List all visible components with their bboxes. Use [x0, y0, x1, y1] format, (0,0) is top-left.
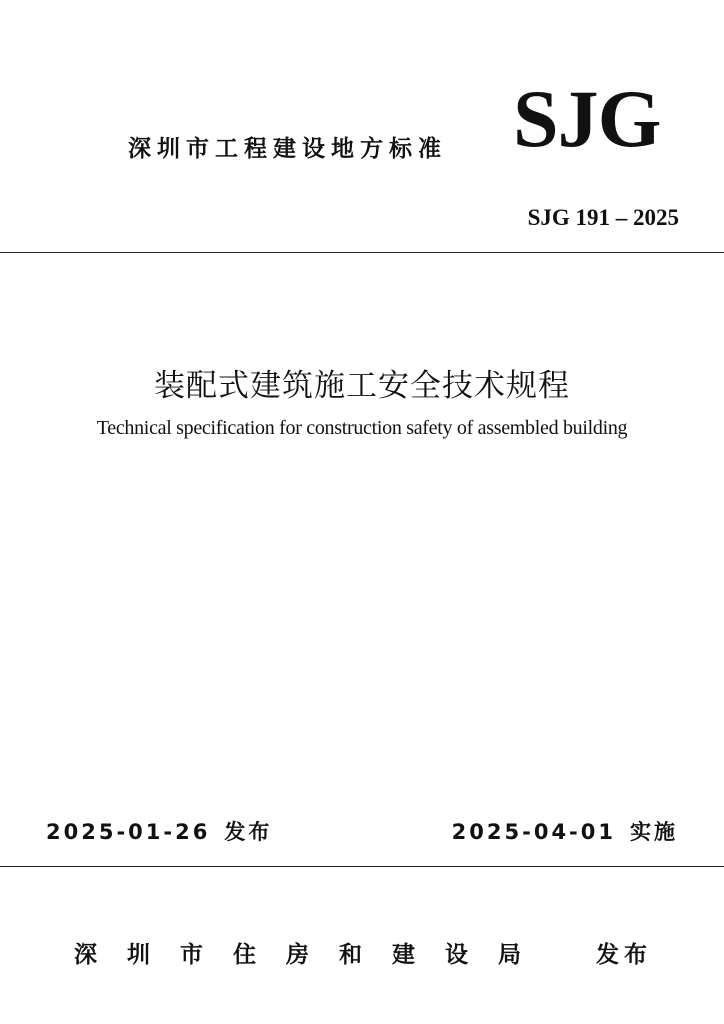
standard-type-label: 深圳市工程建设地方标准 [128, 136, 447, 162]
issue-date: 2025-01-26 [46, 820, 211, 844]
publish-label: 发布 [596, 942, 652, 968]
sjg-logo: SJG [513, 73, 661, 164]
document-title-chinese: 装配式建筑施工安全技术规程 [154, 368, 570, 404]
standard-number: SJG 191 – 2025 [527, 205, 679, 230]
effective-date: 2025-04-01 [451, 820, 616, 844]
effective-date-line [452, 816, 678, 846]
top-divider [0, 252, 724, 253]
bottom-divider [0, 866, 724, 867]
publisher-name: 深圳市住房和建设局 [74, 942, 551, 968]
effective-label: 实施 [630, 820, 678, 844]
issue-label: 发布 [224, 820, 273, 844]
document-title-english: Technical specification for construction safety of assembled building [96, 417, 628, 439]
issue-date-line [46, 816, 272, 846]
